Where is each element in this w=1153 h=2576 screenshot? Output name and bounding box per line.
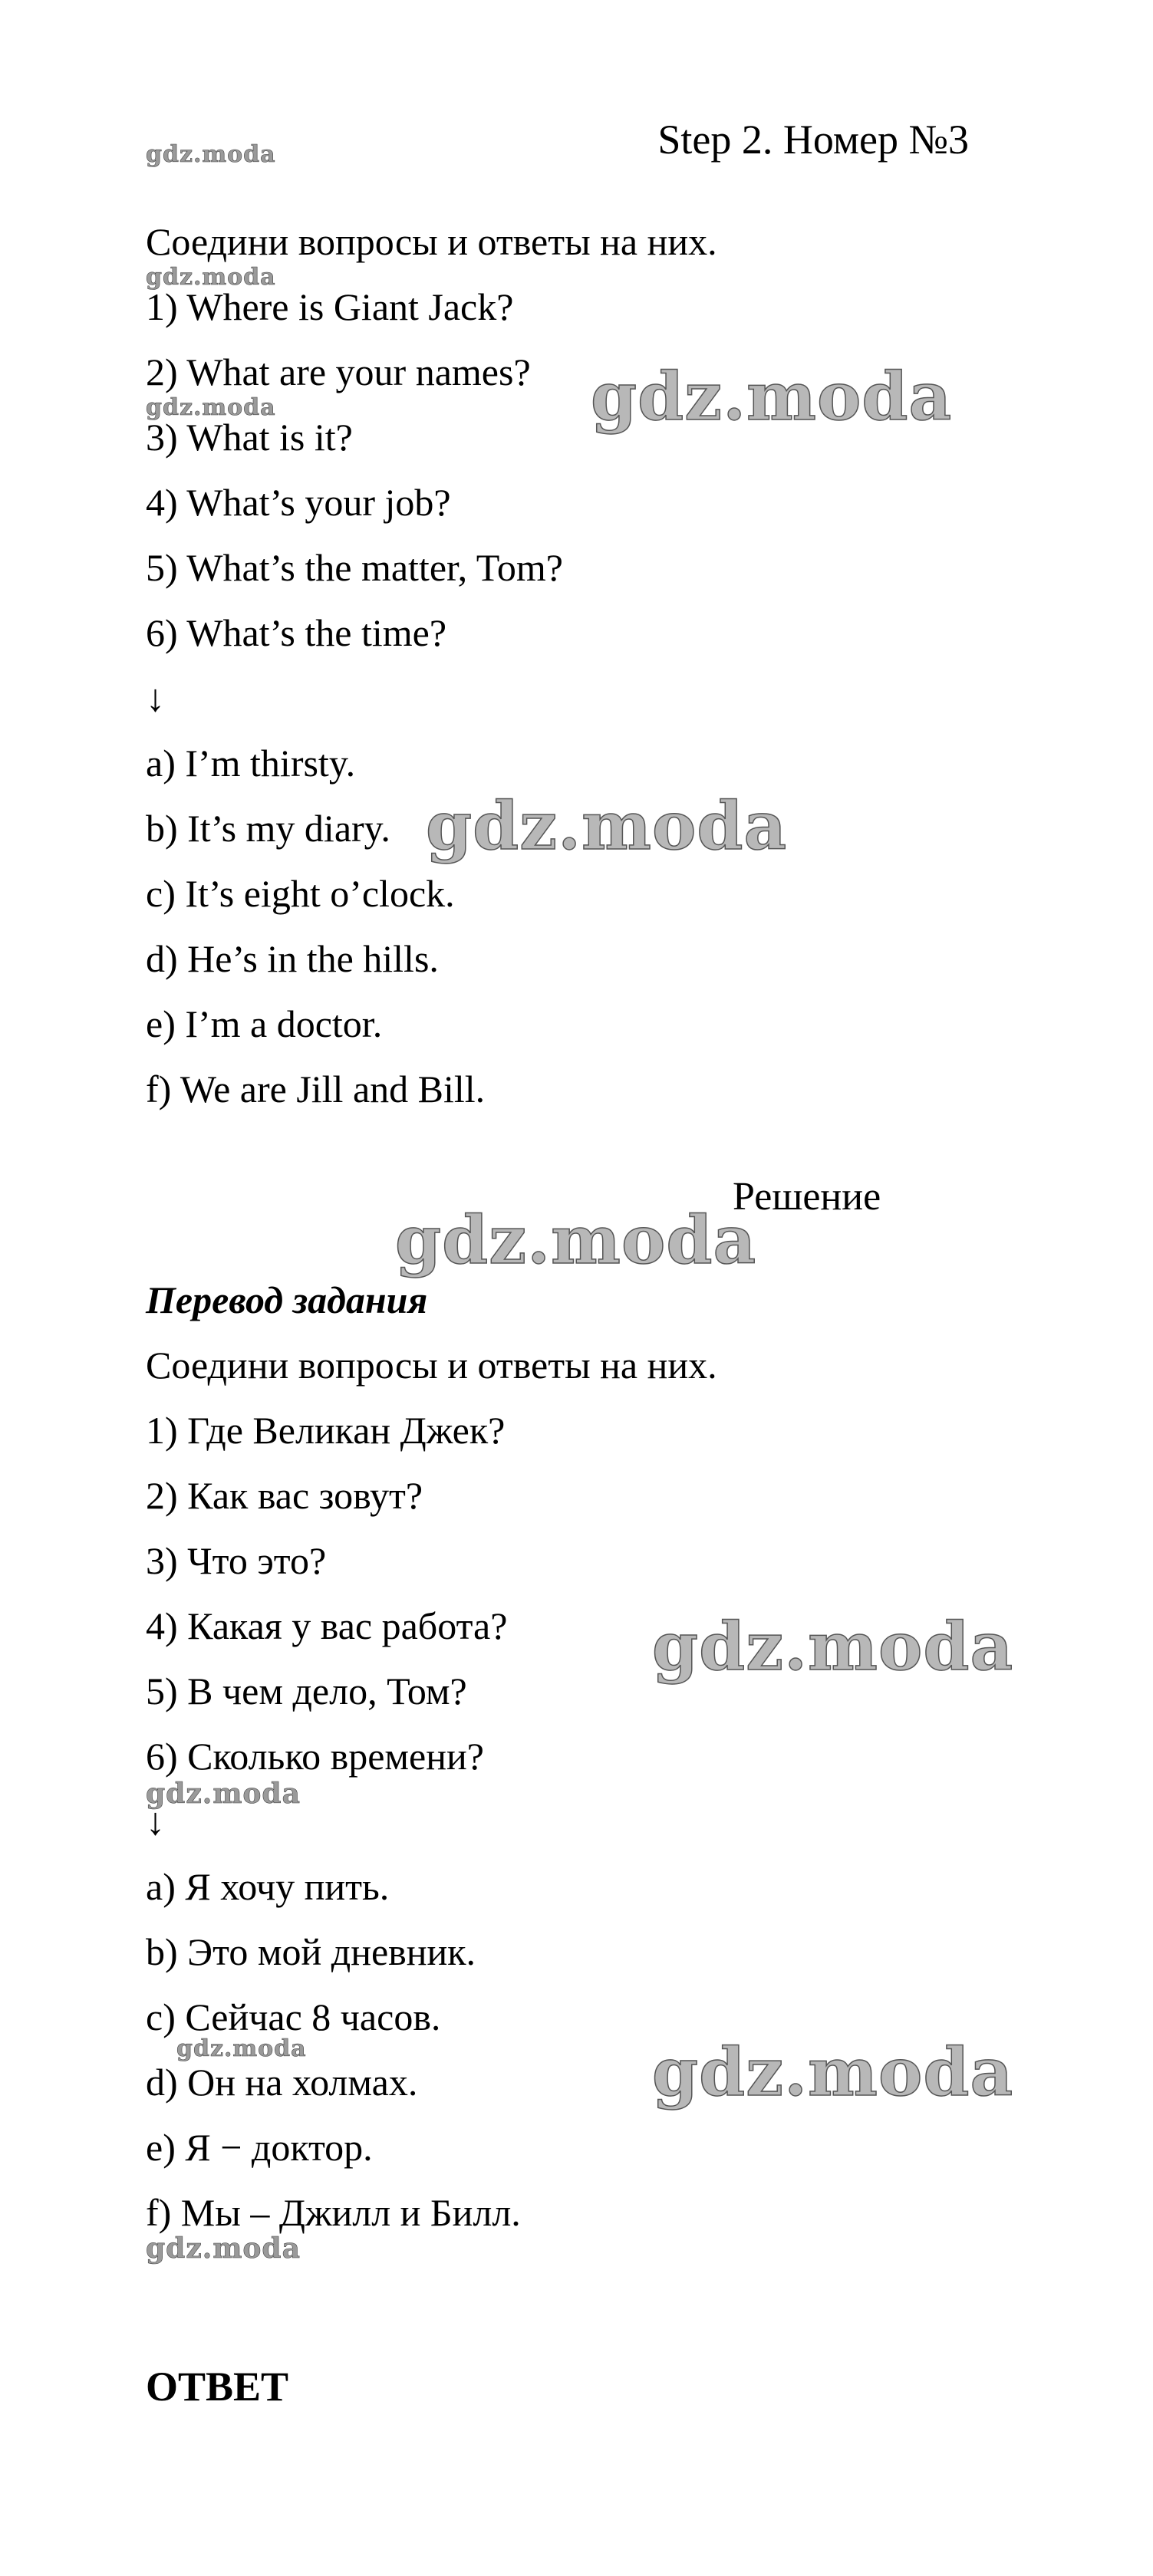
translation-instruction: Соедини вопросы и ответы на них. bbox=[146, 1344, 717, 1387]
watermark-large: gdz.moda bbox=[426, 788, 788, 865]
translation-answer-d: d) Он на холмах. bbox=[146, 2061, 418, 2104]
page-title: Step 2. Номер №3 bbox=[657, 117, 969, 163]
question-4: 4) What’s your job? bbox=[146, 481, 451, 524]
watermark-small: gdz.moda bbox=[146, 141, 276, 168]
down-arrow-icon: ↓ bbox=[146, 1800, 165, 1843]
watermark-large: gdz.moda bbox=[652, 2034, 1014, 2111]
translation-question-6: 6) Сколько времени? bbox=[146, 1735, 484, 1778]
translation-answer-c: c) Сейчас 8 часов. bbox=[146, 1995, 441, 2038]
answer-b: b) It’s my diary. bbox=[146, 807, 390, 850]
translation-heading: Перевод задания bbox=[146, 1278, 428, 1321]
watermark-small: gdz.moda bbox=[146, 1778, 301, 1810]
watermark-large: gdz.moda bbox=[395, 1202, 757, 1279]
question-2: 2) What are your names? bbox=[146, 350, 531, 393]
answer-d: d) He’s in the hills. bbox=[146, 937, 439, 980]
answer-e: e) I’m a doctor. bbox=[146, 1002, 383, 1045]
task-instruction: Соедини вопросы и ответы на них. bbox=[146, 220, 717, 263]
translation-answer-e: e) Я − доктор. bbox=[146, 2126, 373, 2169]
translation-answer-b: b) Это мой дневник. bbox=[146, 1930, 476, 1973]
answer-heading: ОТВЕТ bbox=[146, 2364, 289, 2410]
translation-question-4: 4) Какая у вас работа? bbox=[146, 1604, 508, 1647]
down-arrow-icon: ↓ bbox=[146, 676, 165, 719]
answer-a: a) I’m thirsty. bbox=[146, 742, 356, 785]
answer-c: c) It’s eight o’clock. bbox=[146, 872, 455, 915]
translation-answer-f: f) Мы – Джилл и Билл. bbox=[146, 2191, 521, 2234]
translation-question-5: 5) В чем дело, Том? bbox=[146, 1670, 467, 1712]
question-6: 6) What’s the time? bbox=[146, 611, 447, 654]
question-1: 1) Where is Giant Jack? bbox=[146, 285, 514, 328]
watermark-large: gdz.moda bbox=[652, 1608, 1014, 1686]
translation-answer-a: a) Я хочу пить. bbox=[146, 1865, 390, 1908]
question-5: 5) What’s the matter, Tom? bbox=[146, 546, 563, 589]
question-3: 3) What is it? bbox=[146, 416, 353, 459]
answer-f: f) We are Jill and Bill. bbox=[146, 1068, 486, 1110]
watermark-small: gdz.moda bbox=[146, 264, 276, 291]
translation-question-1: 1) Где Великан Джек? bbox=[146, 1409, 506, 1452]
watermark-small: gdz.moda bbox=[146, 394, 276, 421]
translation-question-3: 3) Что это? bbox=[146, 1539, 327, 1582]
watermark-small: gdz.moda bbox=[146, 2232, 301, 2265]
translation-question-2: 2) Как вас зовут? bbox=[146, 1474, 423, 1517]
watermark-small: gdz.moda bbox=[176, 2035, 307, 2062]
watermark-large: gdz.moda bbox=[591, 358, 953, 436]
solution-label: Решение bbox=[733, 1175, 881, 1219]
